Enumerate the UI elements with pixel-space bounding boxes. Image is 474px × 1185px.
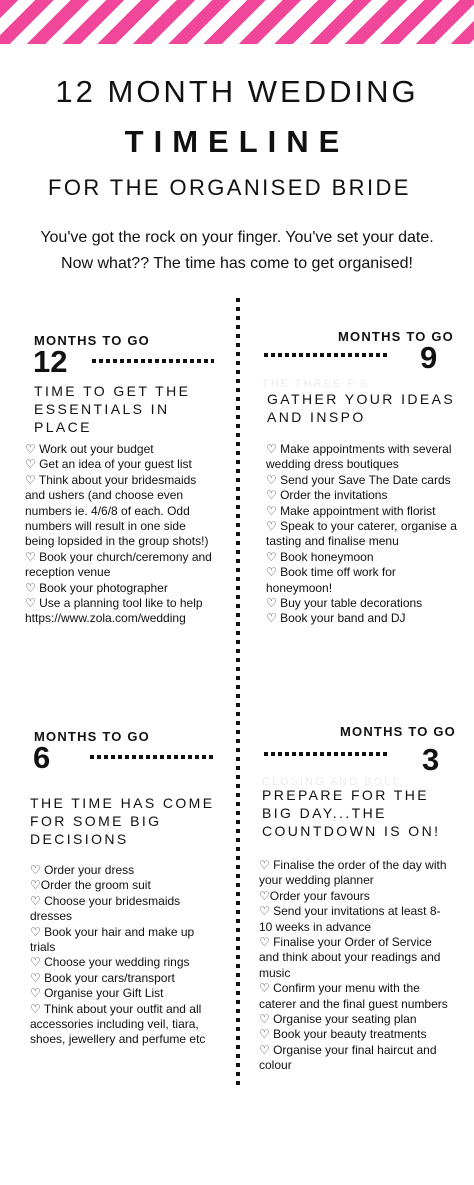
list-item: ♡ Organise your Gift List <box>30 986 164 1001</box>
list-item: ♡ Choose your bridesmaids dresses <box>30 893 181 924</box>
timeline-divider <box>236 298 240 1088</box>
list-item: ♡Order the groom suit <box>30 878 151 893</box>
list-item: ♡ Order your dress <box>30 863 135 877</box>
list-item: ♡ Think about your outfit and all accessories including veil, tiara, shoes, jewellery and perfume etc <box>30 1001 206 1047</box>
list-item: ♡ Choose your wedding rings <box>30 955 190 970</box>
list-item: ♡ Book time off work for honeymoon! <box>266 565 396 595</box>
section-heading: GATHER YOUR IDEAS AND INSPO <box>267 391 456 425</box>
month-number: 3 <box>422 742 440 777</box>
list-item: ♡ Think about your bridesmaids and ushers (and choose even numbers ie. 4/6/8 of each. Odd numbers will result in one side being lopsided in the group shots!) <box>25 472 209 549</box>
month-number: 6 <box>33 740 51 775</box>
pink-striped-header-band <box>0 0 474 44</box>
page-subtitle: FOR THE ORGANISED BRIDE <box>48 175 411 200</box>
dotted-connector <box>90 755 214 759</box>
list-item: ♡ Use a planning tool like to help https://www.zola.com/wedding <box>25 596 203 626</box>
dotted-connector <box>264 353 388 357</box>
months-to-go-label: MONTHS TO GO <box>340 724 456 739</box>
page-title-line-1: 12 MONTH WEDDING <box>55 74 419 109</box>
list-item: ♡ Make appointments with several wedding dress boutiques <box>266 442 452 472</box>
list-item: ♡ Book your church/ceremony and reception venue <box>25 549 212 580</box>
list-item: ♡ Confirm your menu with the caterer and the final guest numbers <box>259 981 448 1011</box>
list-item: ♡ Book your band and DJ <box>266 611 406 626</box>
list-item: ♡ Send your Save The Date cards <box>266 472 451 487</box>
months-to-go-label: MONTHS TO GO <box>34 729 150 744</box>
dotted-connector <box>92 359 214 363</box>
dotted-connector <box>264 752 388 756</box>
page-title-line-2: TIMELINE <box>124 124 350 159</box>
faded-subheading: THE THREE F'S <box>262 378 370 390</box>
list-item: ♡ Finalise the order of the day with your wedding planner <box>259 858 447 888</box>
list-item: ♡ Work out your budget <box>25 442 154 456</box>
list-item: ♡ Book your beauty treatments <box>259 1027 427 1042</box>
list-item: ♡ Send your invitations at least 8-10 weeks in advance <box>259 904 441 934</box>
section-heading: PREPARE FOR THE BIG DAY...THE COUNTDOWN IS ON! <box>262 787 441 839</box>
task-list <box>25 442 215 627</box>
section-heading: THE TIME HAS COME FOR SOME BIG DECISIONS <box>30 795 215 847</box>
section-heading: TIME TO GET THE ESSENTIALS IN PLACE <box>34 383 191 435</box>
list-item: ♡ Finalise your Order of Service and think about your readings and music <box>259 935 441 980</box>
months-to-go-label: MONTHS TO GO <box>34 333 150 348</box>
task-list <box>266 442 462 627</box>
task-list <box>30 863 216 1048</box>
list-item: ♡ Speak to your caterer, organise a tasting and finalise menu <box>266 519 457 549</box>
list-item: ♡ Buy your table decorations <box>266 596 423 611</box>
faded-subheading: CLOSING AND BOLT <box>262 776 401 788</box>
list-item: ♡ Order the invitations <box>266 488 388 503</box>
list-item: ♡ Book honeymoon <box>266 549 374 564</box>
list-item: ♡Order your favours <box>259 888 370 903</box>
intro-line-1: You've got the rock on your finger. You've set your date. <box>40 229 434 246</box>
task-list <box>259 858 451 1074</box>
months-to-go-label: MONTHS TO GO <box>338 329 454 344</box>
month-number: 9 <box>420 340 438 375</box>
list-item: ♡ Organise your seating plan <box>259 1012 417 1027</box>
list-item: ♡ Book your cars/transport <box>30 970 175 985</box>
intro-line-2: Now what?? The time has come to get organised! <box>61 255 413 272</box>
list-item: ♡ Book your photographer <box>25 580 168 595</box>
list-item: ♡ Book your hair and make up trials <box>30 924 195 955</box>
list-item: ♡ Make appointment with florist <box>266 503 436 518</box>
list-item: ♡ Get an idea of your guest list <box>25 457 192 472</box>
intro-text <box>0 225 474 277</box>
month-number: 12 <box>33 344 68 379</box>
list-item: ♡ Organise your final haircut and colour <box>259 1042 437 1073</box>
